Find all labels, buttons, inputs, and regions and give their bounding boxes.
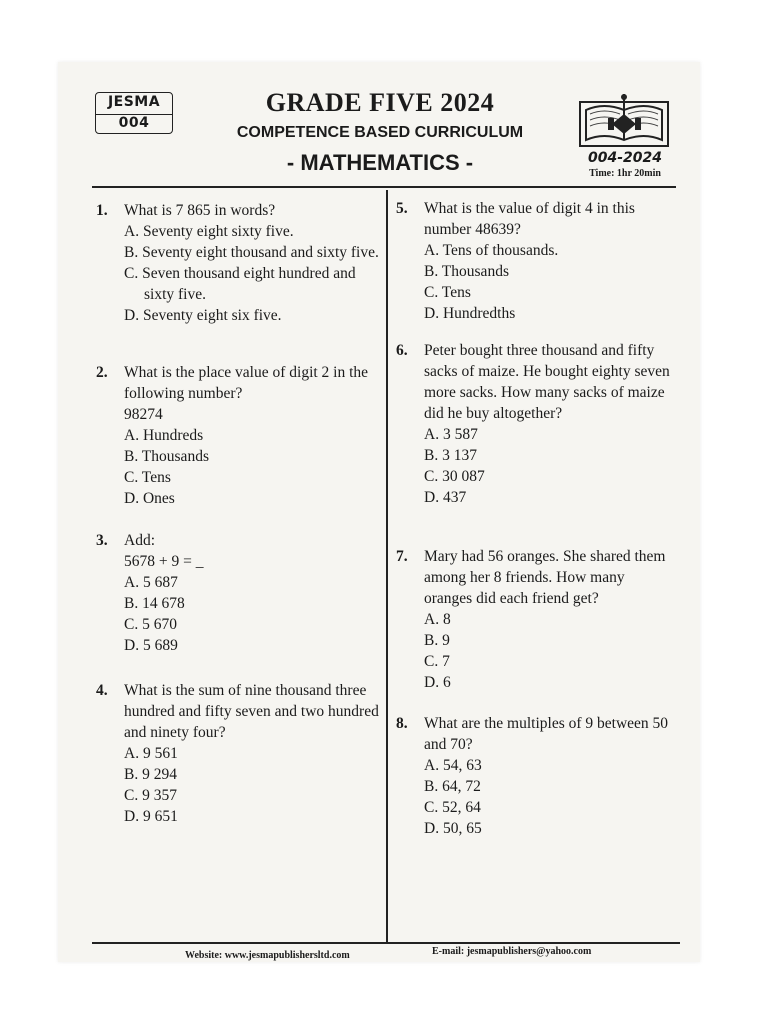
option-a: A. Tens of thousands. <box>424 242 559 259</box>
option-d: D. Hundredths <box>424 305 516 322</box>
option-b: B. 14 678 <box>124 595 185 612</box>
option-b: B. Seventy eight thousand and sixty five. <box>124 244 379 261</box>
paper-code-line2: 004 <box>118 115 150 131</box>
option-a: A. 8 <box>424 611 451 628</box>
option-a: A. 3 587 <box>424 426 478 443</box>
option-a: A. 9 561 <box>124 745 178 762</box>
option-d: D. Seventy eight six five. <box>124 307 282 324</box>
question-number: 6. <box>396 342 408 359</box>
option-a: A. Hundreds <box>124 427 204 444</box>
option-b: B. 9 294 <box>124 766 177 783</box>
question-number: 1. <box>96 202 108 219</box>
option-b: B. 64, 72 <box>424 778 481 795</box>
question-stem: What is the sum of nine thousand three hundred and fifty seven and two hundred and ninety four? <box>124 682 379 741</box>
question-stem: What are the multiples of 9 between 50 and 70? <box>424 715 669 753</box>
open-book-logo-icon <box>578 92 670 150</box>
option-c: C. Tens <box>124 469 171 486</box>
subject-heading: - MATHEMATICS - <box>286 150 474 175</box>
option-d: D. Ones <box>124 490 175 507</box>
question-stem: What is the place value of digit 2 in the following number? 98274 <box>124 364 369 423</box>
column-divider <box>386 190 388 942</box>
option-a: A. Seventy eight sixty five. <box>124 223 294 240</box>
question-number: 2. <box>96 364 108 381</box>
option-a: A. 54, 63 <box>424 757 482 774</box>
question-number: 5. <box>396 200 408 217</box>
curriculum-subtitle: COMPETENCE BASED CURRICULUM <box>236 124 524 141</box>
option-b: B. 3 137 <box>424 447 477 464</box>
footer-email: E-mail: jesmapublishers@yahoo.com <box>432 946 592 957</box>
option-c: C. 30 087 <box>424 468 485 485</box>
option-d: D. 50, 65 <box>424 820 482 837</box>
question-stem: Mary had 56 oranges. She shared them among her 8 friends. How many oranges did each friend get? <box>424 548 666 607</box>
option-c: C. Seven thousand eight hundred and sixty five. <box>124 265 356 303</box>
option-c: C. Tens <box>424 284 471 301</box>
option-a: A. 5 687 <box>124 574 178 591</box>
question-number: 8. <box>396 715 408 732</box>
question-stem: Add: 5678 + 9 = _ <box>124 532 204 570</box>
time-allowed: Time: 1hr 20min <box>589 168 661 179</box>
header-rule <box>92 186 676 188</box>
question-number: 7. <box>396 548 408 565</box>
option-c: C. 5 670 <box>124 616 177 633</box>
option-d: D. 5 689 <box>124 637 178 654</box>
exam-title: GRADE FIVE 2024 <box>265 88 495 117</box>
option-b: B. Thousands <box>424 263 509 280</box>
question-stem: What is the value of digit 4 in this number 48639? <box>424 200 635 238</box>
question-number: 4. <box>96 682 108 699</box>
option-c: C. 52, 64 <box>424 799 481 816</box>
document-code: 004-2024 <box>588 150 662 166</box>
paper-code-box <box>95 92 173 134</box>
option-d: D. 437 <box>424 489 467 506</box>
paper-code-line1: JESMA <box>107 94 161 110</box>
question-stem: Peter bought three thousand and fifty sacks of maize. He bought eighty seven more sacks. How many sacks of maize did he buy altogether? <box>424 342 670 422</box>
option-c: C. 7 <box>424 653 450 670</box>
option-d: D. 6 <box>424 674 451 691</box>
footer-website: Website: www.jesmapublishersltd.com <box>185 950 350 961</box>
code-box-divider <box>96 114 172 115</box>
option-b: B. 9 <box>424 632 450 649</box>
question-number: 3. <box>96 532 108 549</box>
question-stem: What is 7 865 in words? <box>124 202 276 219</box>
option-d: D. 9 651 <box>124 808 178 825</box>
footer-rule <box>92 942 680 944</box>
option-c: C. 9 357 <box>124 787 177 804</box>
option-b: B. Thousands <box>124 448 209 465</box>
